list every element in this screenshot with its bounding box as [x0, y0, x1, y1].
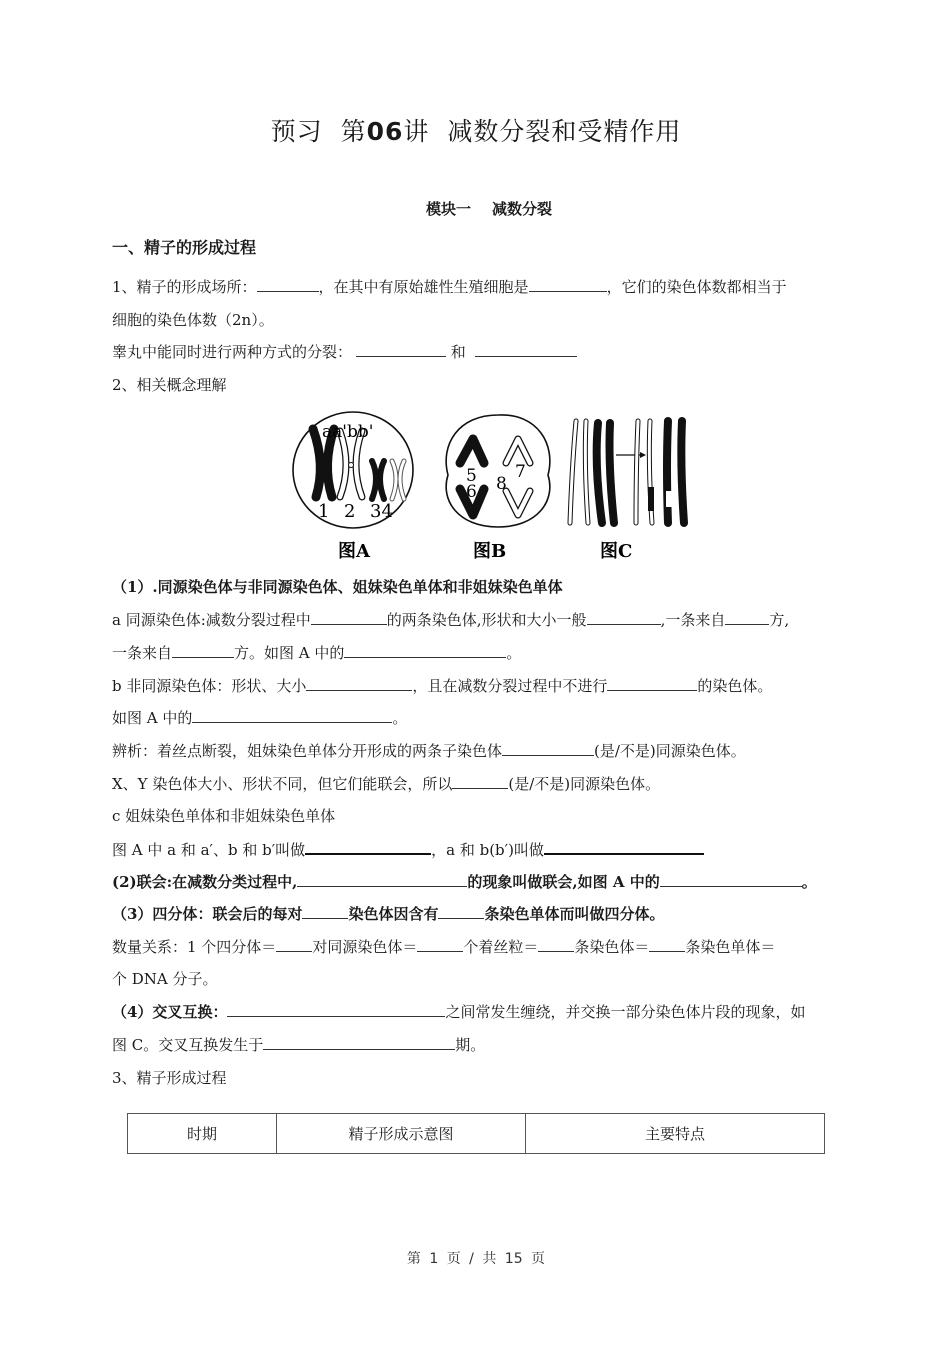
text: 。 [392, 709, 408, 727]
tetrad-line [112, 904, 664, 924]
answer-blank[interactable] [649, 937, 685, 952]
table-header-cell: 精子形成示意图 [277, 1114, 526, 1154]
figure-c-crossover [570, 421, 684, 562]
chromosome-figures [288, 405, 698, 565]
figure-b-cell [446, 415, 550, 562]
homologous-line-1 [112, 610, 789, 630]
title-prefix: 预习 [270, 117, 323, 146]
svg-text:1: 1 [318, 501, 330, 522]
answer-blank[interactable] [544, 839, 704, 855]
module-label: 模块一 [426, 200, 472, 218]
crossover-line-2 [112, 1035, 485, 1055]
text: X、Y 染色体大小、形状不同，但它们能联会，所以 [112, 775, 453, 793]
text: 个着丝粒＝ [463, 938, 539, 956]
text: 。 [801, 873, 817, 891]
svg-text:2: 2 [344, 501, 356, 522]
svg-text:34: 34 [370, 501, 393, 522]
svg-text:7: 7 [515, 462, 526, 482]
question-1-line-1 [112, 277, 787, 297]
title-topic: 减数分裂和受精作用 [447, 117, 682, 146]
figure-group [288, 405, 698, 565]
answer-blank[interactable] [276, 937, 312, 952]
answer-blank[interactable] [438, 904, 484, 919]
answer-blank[interactable] [660, 872, 802, 887]
synapsis-line [112, 872, 817, 892]
question-1-line-3 [112, 342, 577, 362]
text: 条染色单体而叫做四分体。 [484, 905, 665, 923]
text: 数量关系：1 个四分体＝ [112, 938, 277, 956]
answer-blank[interactable] [502, 741, 594, 756]
chromatid-heading: c 姐妹染色单体和非姐妹染色单体 [112, 807, 336, 825]
spermatogenesis-table [127, 1113, 825, 1154]
figure-a-labels: aa'bb' [322, 422, 374, 442]
text: 方, [769, 611, 790, 629]
section-heading: 一、精子的形成过程 [112, 238, 257, 257]
text: ，在其中有原始雄性生殖细胞是 [318, 278, 529, 296]
answer-blank[interactable] [227, 1002, 445, 1017]
answer-blank[interactable] [725, 610, 769, 625]
answer-blank[interactable] [192, 708, 392, 723]
chromatid-line [112, 839, 704, 860]
svg-text:6: 6 [466, 482, 477, 502]
table-header-cell: 时期 [128, 1114, 277, 1154]
answer-blank[interactable] [417, 937, 463, 952]
text: (2)联会:在减数分类过程中, [112, 873, 298, 891]
answer-blank[interactable] [263, 1035, 455, 1050]
text: 如图 A 中的 [112, 709, 193, 727]
text: ，它们的染色体数都相当于 [606, 278, 787, 296]
text: 的两条染色体,形状和大小一般 [386, 611, 587, 629]
text: 条染色单体＝ [685, 938, 776, 956]
table-header-cell: 主要特点 [526, 1114, 825, 1154]
module-heading [0, 198, 952, 219]
non-homologous-line-1 [112, 676, 772, 696]
crossover-line-1 [112, 1002, 805, 1022]
text: 睾丸中能同时进行两种方式的分裂： [112, 343, 353, 361]
page-title [0, 112, 952, 148]
text: 染色体因含有 [348, 905, 439, 923]
text: 的现象叫做联会,如图 A 中的 [467, 873, 660, 891]
text: 方。如图 A 中的 [234, 644, 345, 662]
answer-blank[interactable] [356, 342, 446, 357]
text: 对同源染色体＝ [312, 938, 418, 956]
figure-a-caption: 图A [338, 541, 370, 562]
answer-blank[interactable] [475, 342, 577, 357]
answer-blank[interactable] [311, 610, 387, 625]
answer-blank[interactable] [257, 277, 319, 292]
module-name: 减数分裂 [491, 200, 552, 218]
figure-c-caption: 图C [600, 541, 633, 562]
xy-chromosome-line [112, 774, 660, 794]
title-lecture-suffix: 讲 [403, 117, 430, 146]
question-2-heading: 2、相关概念理解 [112, 376, 227, 394]
text: b 非同源染色体：形状、大小 [112, 677, 307, 695]
text: 期。 [455, 1036, 486, 1054]
subsection-1-heading: （1）.同源染色体与非同源染色体、姐妹染色单体和非姐妹染色单体 [112, 578, 563, 596]
question-3-heading: 3、精子形成过程 [112, 1069, 227, 1087]
text: ，且在减数分裂过程中不进行 [412, 677, 608, 695]
title-lecture: 第 [340, 117, 367, 146]
page-footer: 第 1 页 / 共 15 页 [406, 1251, 546, 1267]
text: ,一条来自 [660, 611, 726, 629]
question-1-line-2: 细胞的染色体数（2n）。 [112, 311, 274, 329]
text: 。 [506, 644, 522, 662]
answer-blank[interactable] [172, 643, 234, 658]
text: (是/不是)同源染色体。 [594, 742, 746, 760]
text: ，a 和 b(b′)叫做 [431, 841, 544, 859]
answer-blank[interactable] [529, 277, 607, 292]
svg-text:5: 5 [466, 466, 477, 486]
figure-b-caption: 图B [473, 541, 507, 562]
text: 1、精子的形成场所： [112, 278, 257, 296]
table-header-row [128, 1114, 825, 1154]
crossover-label: （4）交叉互换： [112, 1003, 228, 1021]
answer-blank[interactable] [538, 937, 574, 952]
answer-blank[interactable] [302, 904, 348, 919]
analysis-line [112, 741, 746, 761]
text: a 同源染色体:减数分裂过程中 [112, 611, 311, 629]
non-homologous-line-2 [112, 708, 407, 728]
text: 之间常发生缠绕，并交换一部分染色体片段的现象，如 [445, 1003, 806, 1021]
figure-a-cell [293, 412, 413, 562]
answer-blank[interactable] [344, 643, 506, 658]
text: 图 C。交叉互换发生于 [112, 1036, 264, 1054]
answer-blank[interactable] [305, 839, 431, 855]
text: 的染色体。 [697, 677, 773, 695]
text: 辨析：着丝点断裂，姐妹染色单体分开形成的两条子染色体 [112, 742, 503, 760]
answer-blank[interactable] [607, 676, 697, 691]
text: （3）四分体：联会后的每对 [112, 905, 303, 923]
text: (是/不是)同源染色体。 [508, 775, 661, 793]
text: 和 [450, 343, 466, 361]
title-lecture-number: 06 [366, 117, 404, 146]
text: 条染色体＝ [574, 938, 650, 956]
homologous-line-2 [112, 643, 521, 663]
text: 一条来自 [112, 644, 173, 662]
quantity-line-2: 个 DNA 分子。 [112, 970, 218, 988]
answer-blank[interactable] [297, 872, 467, 887]
quantity-line-1 [112, 937, 775, 957]
answer-blank[interactable] [587, 610, 661, 625]
answer-blank[interactable] [306, 676, 412, 691]
svg-text:8: 8 [496, 474, 507, 494]
answer-blank[interactable] [452, 774, 508, 789]
text: 图 A 中 a 和 a′、b 和 b′叫做 [112, 841, 306, 859]
